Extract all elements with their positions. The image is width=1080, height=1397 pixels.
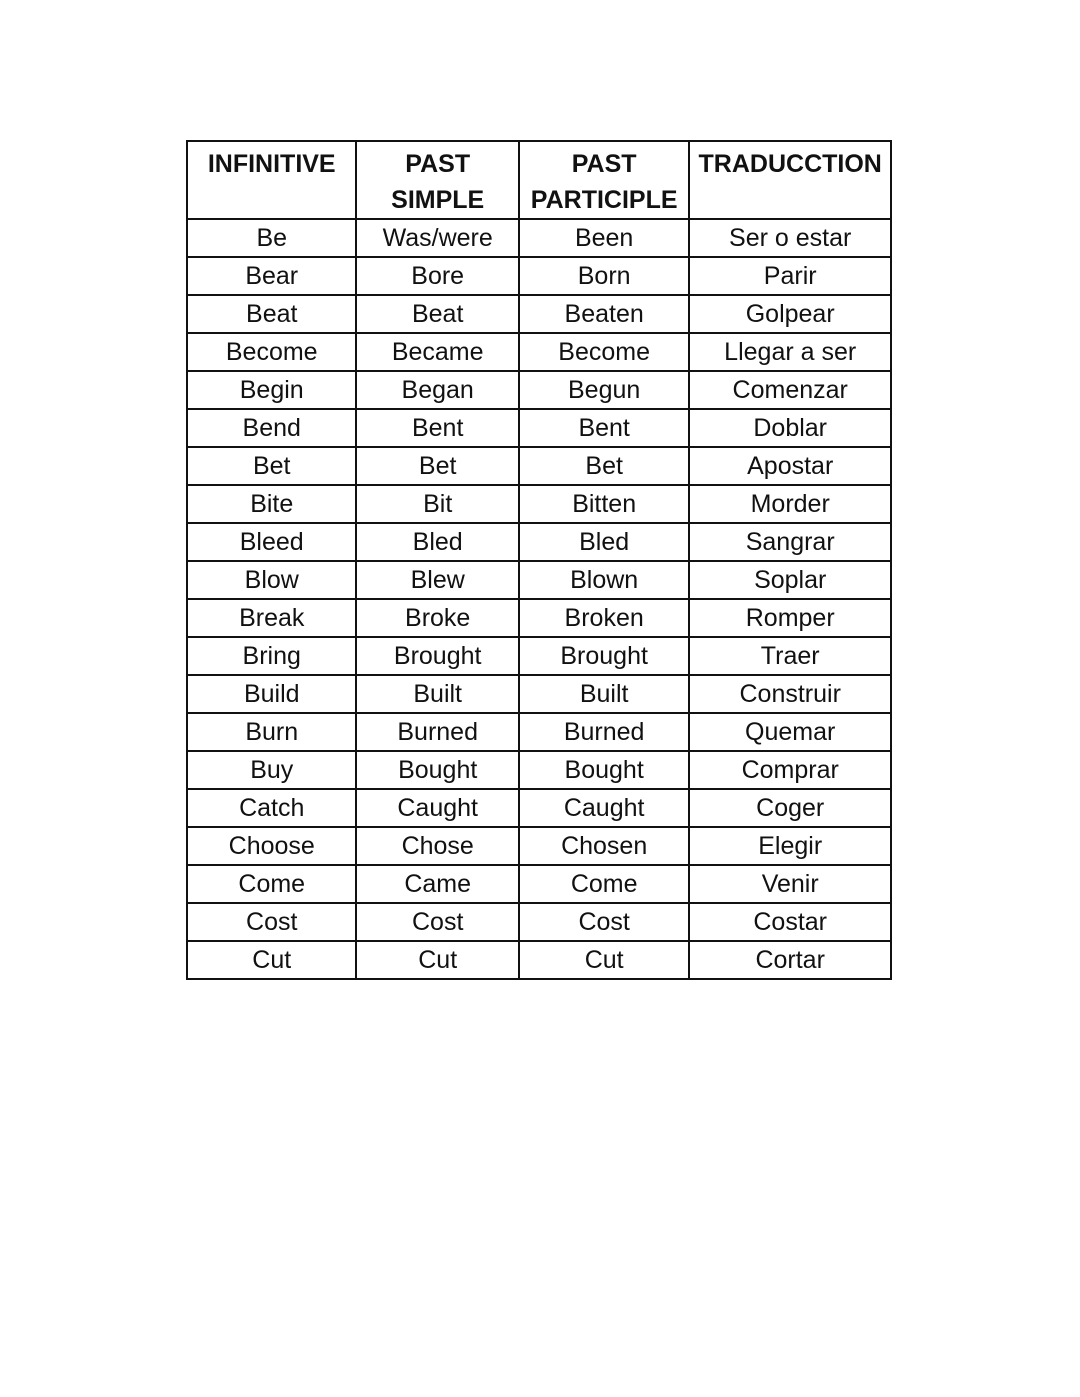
translation-cell: Cortar xyxy=(689,941,891,979)
header-line: PARTICIPLE xyxy=(530,186,678,214)
header-past-participle xyxy=(519,141,689,219)
infinitive-cell: Beat xyxy=(187,295,356,333)
past-participle-cell: Cut xyxy=(519,941,689,979)
table-row xyxy=(187,827,891,865)
past-simple-cell: Bit xyxy=(356,485,518,523)
past-simple-cell: Cut xyxy=(356,941,518,979)
translation-cell: Golpear xyxy=(689,295,891,333)
table-row xyxy=(187,789,891,827)
table-header xyxy=(187,141,891,219)
header-line: TRADUCCTION xyxy=(698,150,882,178)
past-participle-cell: Born xyxy=(519,257,689,295)
past-simple-cell: Beat xyxy=(356,295,518,333)
table-row xyxy=(187,713,891,751)
header-line: INFINITIVE xyxy=(207,150,336,178)
infinitive-cell: Cut xyxy=(187,941,356,979)
table-row xyxy=(187,865,891,903)
infinitive-cell: Begin xyxy=(187,371,356,409)
infinitive-cell: Bend xyxy=(187,409,356,447)
table-row xyxy=(187,675,891,713)
infinitive-cell: Build xyxy=(187,675,356,713)
past-participle-cell: Bought xyxy=(519,751,689,789)
infinitive-cell: Catch xyxy=(187,789,356,827)
translation-cell: Parir xyxy=(689,257,891,295)
header-line: PAST xyxy=(405,150,471,178)
table-row xyxy=(187,257,891,295)
infinitive-cell: Burn xyxy=(187,713,356,751)
past-participle-cell: Bet xyxy=(519,447,689,485)
past-simple-cell: Caught xyxy=(356,789,518,827)
past-participle-cell: Bent xyxy=(519,409,689,447)
translation-cell: Coger xyxy=(689,789,891,827)
infinitive-cell: Cost xyxy=(187,903,356,941)
translation-cell: Sangrar xyxy=(689,523,891,561)
table-row xyxy=(187,295,891,333)
infinitive-cell: Break xyxy=(187,599,356,637)
past-participle-cell: Come xyxy=(519,865,689,903)
header-row xyxy=(187,141,891,219)
past-simple-cell: Broke xyxy=(356,599,518,637)
translation-cell: Elegir xyxy=(689,827,891,865)
translation-cell: Venir xyxy=(689,865,891,903)
table-row xyxy=(187,599,891,637)
past-participle-cell: Begun xyxy=(519,371,689,409)
past-simple-cell: Bet xyxy=(356,447,518,485)
infinitive-cell: Bear xyxy=(187,257,356,295)
past-participle-cell: Caught xyxy=(519,789,689,827)
translation-cell: Romper xyxy=(689,599,891,637)
table-row xyxy=(187,903,891,941)
past-simple-cell: Chose xyxy=(356,827,518,865)
past-participle-cell: Burned xyxy=(519,713,689,751)
past-simple-cell: Built xyxy=(356,675,518,713)
translation-cell: Ser o estar xyxy=(689,219,891,257)
translation-cell: Comprar xyxy=(689,751,891,789)
infinitive-cell: Bleed xyxy=(187,523,356,561)
table-row xyxy=(187,409,891,447)
table-row xyxy=(187,447,891,485)
past-simple-cell: Bent xyxy=(356,409,518,447)
past-participle-cell: Bled xyxy=(519,523,689,561)
infinitive-cell: Buy xyxy=(187,751,356,789)
past-participle-cell: Become xyxy=(519,333,689,371)
past-simple-cell: Cost xyxy=(356,903,518,941)
past-participle-cell: Brought xyxy=(519,637,689,675)
past-participle-cell: Beaten xyxy=(519,295,689,333)
translation-cell: Comenzar xyxy=(689,371,891,409)
past-simple-cell: Burned xyxy=(356,713,518,751)
table-row xyxy=(187,371,891,409)
header-infinitive xyxy=(187,141,356,219)
header-line: PAST xyxy=(571,150,637,178)
table-row xyxy=(187,219,891,257)
past-participle-cell: Broken xyxy=(519,599,689,637)
past-simple-cell: Became xyxy=(356,333,518,371)
translation-cell: Costar xyxy=(689,903,891,941)
translation-cell: Llegar a ser xyxy=(689,333,891,371)
table-row xyxy=(187,523,891,561)
infinitive-cell: Become xyxy=(187,333,356,371)
past-simple-cell: Bled xyxy=(356,523,518,561)
infinitive-cell: Be xyxy=(187,219,356,257)
translation-cell: Soplar xyxy=(689,561,891,599)
infinitive-cell: Come xyxy=(187,865,356,903)
infinitive-cell: Bring xyxy=(187,637,356,675)
past-simple-cell: Blew xyxy=(356,561,518,599)
infinitive-cell: Choose xyxy=(187,827,356,865)
past-simple-cell: Bore xyxy=(356,257,518,295)
table-row xyxy=(187,941,891,979)
past-simple-cell: Came xyxy=(356,865,518,903)
table-row xyxy=(187,561,891,599)
translation-cell: Traer xyxy=(689,637,891,675)
translation-cell: Apostar xyxy=(689,447,891,485)
past-simple-cell: Brought xyxy=(356,637,518,675)
translation-cell: Construir xyxy=(689,675,891,713)
table-body xyxy=(187,219,891,979)
infinitive-cell: Bet xyxy=(187,447,356,485)
translation-cell: Doblar xyxy=(689,409,891,447)
infinitive-cell: Blow xyxy=(187,561,356,599)
table-row xyxy=(187,751,891,789)
past-participle-cell: Built xyxy=(519,675,689,713)
header-traducction xyxy=(689,141,891,219)
table-row xyxy=(187,485,891,523)
past-simple-cell: Began xyxy=(356,371,518,409)
past-participle-cell: Been xyxy=(519,219,689,257)
past-participle-cell: Cost xyxy=(519,903,689,941)
header-line: SIMPLE xyxy=(391,186,485,214)
past-participle-cell: Chosen xyxy=(519,827,689,865)
past-simple-cell: Bought xyxy=(356,751,518,789)
irregular-verbs-table xyxy=(186,140,892,980)
header-past-simple xyxy=(356,141,518,219)
past-participle-cell: Blown xyxy=(519,561,689,599)
past-participle-cell: Bitten xyxy=(519,485,689,523)
table-row xyxy=(187,333,891,371)
infinitive-cell: Bite xyxy=(187,485,356,523)
translation-cell: Morder xyxy=(689,485,891,523)
translation-cell: Quemar xyxy=(689,713,891,751)
past-simple-cell: Was/were xyxy=(356,219,518,257)
table-row xyxy=(187,637,891,675)
